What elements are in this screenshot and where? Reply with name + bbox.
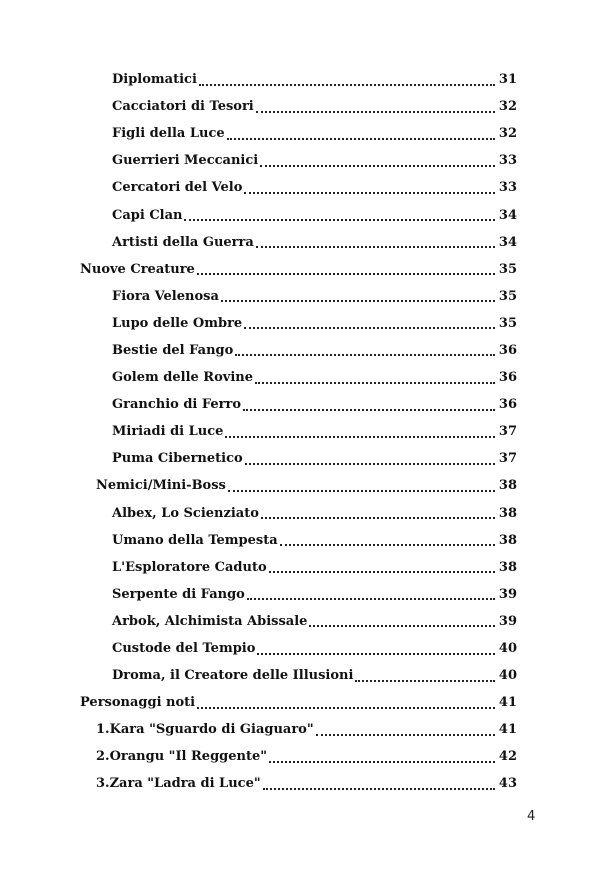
toc-entry-title: Arbok, Alchimista Abissale: [112, 613, 308, 629]
dot-leader: [227, 138, 495, 140]
toc-entry-page: 38: [498, 505, 517, 521]
toc-entry-page: 39: [498, 613, 517, 629]
dot-leader: [228, 490, 495, 492]
toc-entry[interactable]: [0, 743, 614, 770]
toc-entry-title: 3.Zara "Ladra di Luce": [96, 776, 261, 792]
toc-entry[interactable]: [0, 391, 614, 418]
toc-entry-page: 35: [498, 315, 517, 331]
toc-entry-page: 40: [498, 668, 517, 684]
toc-entry-page: 36: [498, 370, 517, 386]
toc-entry[interactable]: [0, 256, 614, 283]
toc-entry-page: 42: [498, 749, 517, 765]
dot-leader: [280, 544, 495, 546]
toc-entry-title: 1.Kara "Sguardo di Giaguaro": [96, 722, 314, 738]
toc-entry[interactable]: [0, 527, 614, 554]
dot-leader: [257, 653, 495, 655]
dot-leader: [244, 327, 495, 329]
toc-entry[interactable]: [0, 201, 614, 228]
toc-entry-title: Figli della Luce: [112, 126, 225, 142]
toc-entry-page: 38: [498, 532, 517, 548]
toc-entry[interactable]: [0, 364, 614, 391]
toc-entry-title: Droma, il Creatore delle Illusioni: [112, 668, 354, 684]
toc-entry-page: 35: [498, 261, 517, 277]
toc-entry-title: Cercatori del Velo: [112, 180, 243, 196]
dot-leader: [184, 219, 495, 221]
toc-entry[interactable]: [0, 66, 614, 93]
toc-entry-title: Bestie del Fango: [112, 342, 234, 358]
toc-entry-title: Umano della Tempesta: [112, 532, 278, 548]
toc-entry[interactable]: [0, 689, 614, 716]
dot-leader: [235, 354, 495, 356]
dot-leader: [197, 273, 495, 275]
toc-entry[interactable]: [0, 174, 614, 201]
dot-leader: [316, 734, 495, 736]
dot-leader: [263, 788, 495, 790]
toc-entry-title: Custode del Tempio: [112, 641, 256, 657]
toc-entry-page: 34: [498, 207, 517, 223]
toc-entry[interactable]: [0, 283, 614, 310]
toc-entry-title: Serpente di Fango: [112, 586, 245, 602]
toc-entry-title: Puma Cibernetico: [112, 451, 243, 467]
toc-entry-title: Albex, Lo Scienziato: [112, 505, 259, 521]
dot-leader: [261, 517, 495, 519]
toc-entry[interactable]: [0, 554, 614, 581]
toc-entry[interactable]: [0, 581, 614, 608]
toc-entry[interactable]: [0, 310, 614, 337]
toc-entry[interactable]: [0, 120, 614, 147]
toc-entry-page: 41: [498, 722, 517, 738]
toc-entry[interactable]: [0, 93, 614, 120]
toc-entry-page: 40: [498, 641, 517, 657]
toc-entry[interactable]: [0, 770, 614, 797]
toc-entry[interactable]: [0, 635, 614, 662]
toc-entry-page: 38: [498, 559, 517, 575]
dot-leader: [244, 192, 495, 194]
toc-entry-title: Miriadi di Luce: [112, 424, 224, 440]
dot-leader: [221, 300, 495, 302]
toc-entry-title: Guerrieri Meccanici: [112, 153, 259, 169]
page-number: 4: [527, 809, 536, 824]
toc-entry[interactable]: [0, 418, 614, 445]
toc-entry-page: 35: [498, 288, 517, 304]
toc-entry[interactable]: [0, 337, 614, 364]
toc-entry-page: 37: [498, 451, 517, 467]
dot-leader: [260, 165, 495, 167]
toc-entry-page: 32: [498, 126, 517, 142]
toc-entry-page: 33: [498, 153, 517, 169]
toc-entry-page: 37: [498, 424, 517, 440]
toc-entry-page: 32: [498, 99, 517, 115]
toc-entry-title: Nuove Creature: [80, 261, 195, 277]
table-of-contents: [0, 66, 614, 798]
toc-entry-title: Lupo delle Ombre: [112, 315, 243, 331]
dot-leader: [243, 409, 495, 411]
toc-entry-page: 36: [498, 342, 517, 358]
dot-leader: [309, 625, 495, 627]
toc-entry[interactable]: [0, 716, 614, 743]
toc-entry[interactable]: [0, 500, 614, 527]
toc-entry-page: 39: [498, 586, 517, 602]
dot-leader: [225, 436, 495, 438]
toc-entry-title: 2.Orangu "Il Reggente": [96, 749, 268, 765]
toc-entry-title: Diplomatici: [112, 72, 197, 88]
toc-entry-title: Capi Clan: [112, 207, 183, 223]
toc-entry-title: L'Esploratore Caduto: [112, 559, 267, 575]
toc-entry[interactable]: [0, 472, 614, 499]
toc-entry-page: 34: [498, 234, 517, 250]
dot-leader: [247, 598, 495, 600]
toc-entry-page: 36: [498, 397, 517, 413]
toc-entry-page: 31: [498, 72, 517, 88]
toc-entry[interactable]: [0, 662, 614, 689]
toc-entry[interactable]: [0, 229, 614, 256]
toc-entry[interactable]: [0, 608, 614, 635]
toc-entry-page: 38: [498, 478, 517, 494]
dot-leader: [269, 571, 495, 573]
dot-leader: [255, 382, 495, 384]
dot-leader: [199, 84, 495, 86]
toc-entry-title: Golem delle Rovine: [112, 370, 253, 386]
dot-leader: [245, 463, 495, 465]
toc-entry-title: Personaggi noti: [80, 695, 196, 711]
dot-leader: [256, 111, 495, 113]
toc-entry[interactable]: [0, 147, 614, 174]
toc-entry-title: Cacciatori di Tesori: [112, 99, 254, 115]
dot-leader: [269, 761, 495, 763]
toc-entry[interactable]: [0, 445, 614, 472]
toc-entry-title: Artisti della Guerra: [112, 234, 254, 250]
dot-leader: [355, 680, 495, 682]
toc-entry-title: Granchio di Ferro: [112, 397, 242, 413]
toc-entry-page: 41: [498, 695, 517, 711]
dot-leader: [197, 707, 495, 709]
toc-entry-page: 43: [498, 776, 517, 792]
dot-leader: [256, 246, 495, 248]
toc-entry-title: Nemici/Mini-Boss: [96, 478, 226, 494]
toc-entry-page: 33: [498, 180, 517, 196]
toc-entry-title: Fiora Velenosa: [112, 288, 219, 304]
